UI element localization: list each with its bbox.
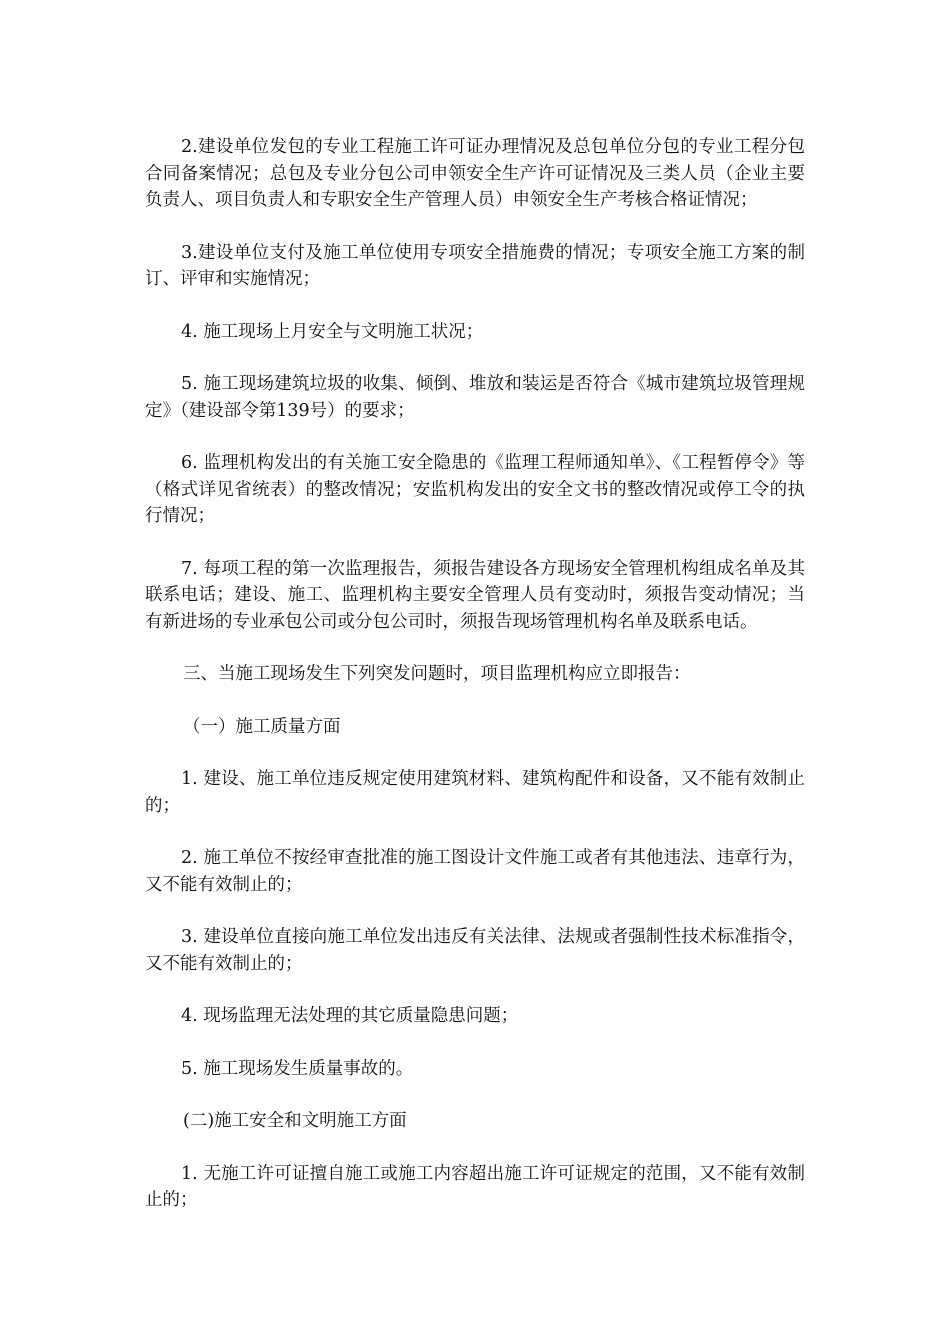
paragraph-item-7: 7. 每项工程的第一次监理报告，须报告建设各方现场安全管理机构组成名单及其联系电话；建设、施工、监理机构主要安全管理人员有变动时，须报告变动情况；当有新进场的专业承包公司或分包公司时，须报告现场管理机构名单及联系电话。	[145, 558, 805, 632]
quality-item-3: 3. 建设单位直接向施工单位发出违反有关法律、法规或者强制性技术标准指令，又不能有效制止的；	[145, 927, 805, 974]
paragraph-item-3: 3.建设单位支付及施工单位使用专项安全措施费的情况；专项安全施工方案的制订、评审和实施情况；	[145, 242, 805, 289]
section-heading-3: 三、当施工现场发生下列突发问题时，项目监理机构应立即报告：	[183, 664, 691, 684]
subsection-heading-safety: (二)施工安全和文明施工方面	[183, 1111, 407, 1131]
quality-item-5: 5. 施工现场发生质量事故的。	[181, 1058, 414, 1079]
subsection-heading-quality: （一）施工质量方面	[183, 716, 341, 737]
paragraph-item-5: 5. 施工现场建筑垃圾的收集、倾倒、堆放和装运是否符合《城市建筑垃圾管理规定》（建设部令第139号）的要求；	[145, 374, 805, 421]
quality-item-2: 2. 施工单位不按经审查批准的施工图设计文件施工或者有其他违法、违章行为，又不能有效制止的；	[145, 848, 805, 895]
paragraph-item-2: 2.建设单位发包的专业工程施工许可证办理情况及总包单位分包的专业工程分包合同备案情况；总包及专业分包公司申领安全生产许可证情况及三类人员（企业主要负责人、项目负责人和专职安全生产管理人员）申领安全生产考核合格证情况；	[145, 137, 805, 210]
quality-item-1: 1. 建设、施工单位违反规定使用建筑材料、建筑构配件和设备，又不能有效制止的；	[145, 769, 805, 816]
paragraph-item-6: 6. 监理机构发出的有关施工安全隐患的《监理工程师通知单》、《工程暂停令》等（格式详见省统表）的整改情况；安监机构发出的安全文书的整改情况或停工令的执行情况；	[145, 453, 805, 526]
document-body	[145, 134, 805, 1240]
quality-item-4: 4. 现场监理无法处理的其它质量隐患问题；	[181, 1006, 519, 1026]
safety-item-1: 1. 无施工许可证擅自施工或施工内容超出施工许可证规定的范围，又不能有效制止的；	[145, 1163, 805, 1210]
paragraph-item-4: 4. 施工现场上月安全与文明施工状况；	[181, 321, 484, 342]
